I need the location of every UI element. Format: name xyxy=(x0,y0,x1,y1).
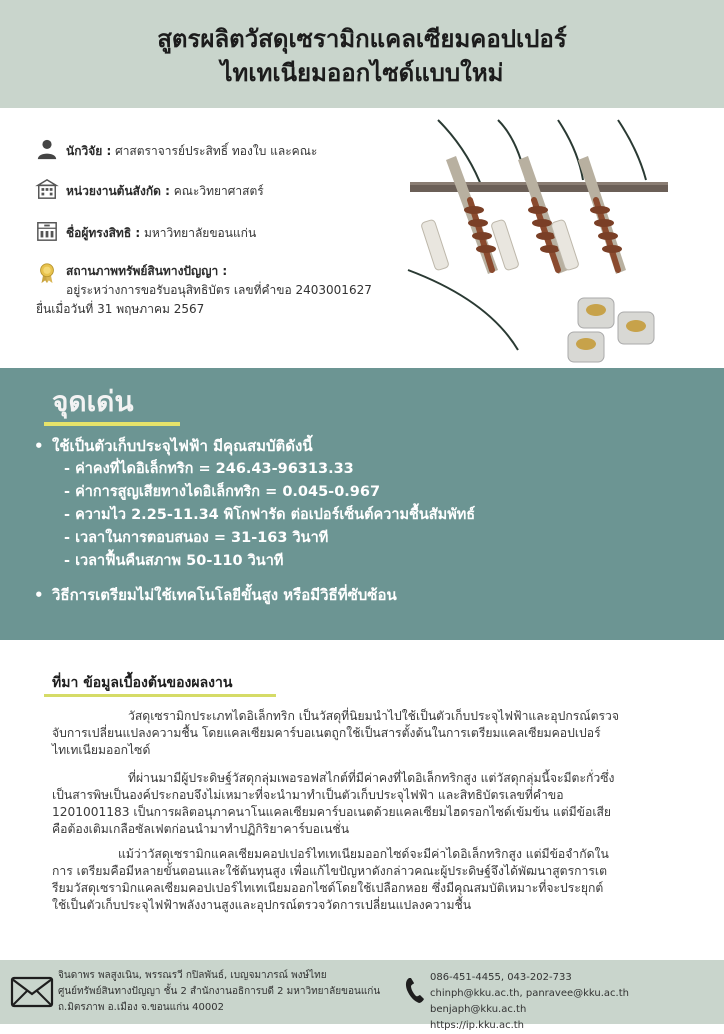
highlight-bullet-2: • วิธีการเตรียมไม่ใช้เทคโนโลยีขั้นสูง หรือมีวิธีที่ซับซ้อน xyxy=(34,583,475,607)
medal-icon xyxy=(36,262,58,284)
footer-address xyxy=(58,968,380,1016)
insulator-photo xyxy=(408,120,688,370)
owner-label: ชื่อผู้ทรงสิทธิ : xyxy=(66,226,141,240)
agency-row xyxy=(36,178,264,201)
mail-icon xyxy=(10,976,54,1008)
background-underline xyxy=(44,694,276,697)
paragraph-3: แม้ว่าวัสดุเซรามิกแคลเซียมคอปเปอร์ไทเทเนียมออกไซด์จะมีค่าไดอิเล็กทริกสูง แต่มีข้อจำกัดใน การ เตรียมคือมีหลายขั้นตอนและใช้ต้นทุนสูง เพื่อแก้ไขปัญหาดังกล่าวคณะผู้ประดิษฐ์จึงได้พัฒนาสูตรการเต รียมวัสดุเซรามิกแคลเซียมคอปเปอร์ไทเทเนียมออกไซด์โดยใช้เปลือกหอย ซึ่งมีคุณสมบัติเหมาะที่จะประยุกต์ ใช้เป็นตัวเก็บประจุไฟฟ้าพลังงานสูงและอุปกรณ์ตรวจวัดการเปลี่ยนแปลงความชื้น xyxy=(52,847,609,912)
highlight-sub-1: - ค่าคงที่ไดอิเล็กทริก = 246.43-96313.33 xyxy=(64,461,354,477)
title-line-1: สูตรผลิตวัสดุเซรามิกแคลเซียมคอปเปอร์ xyxy=(157,25,567,53)
highlight-title: จุดเด่น xyxy=(52,385,134,418)
header-banner xyxy=(0,0,724,108)
highlight-sub-3: - ความไว 2.25-11.34 พิโกฟารัด ต่อเปอร์เซ็นต์ความชื้นสัมพัทธ์ xyxy=(64,507,476,523)
highlight-sub-5: - เวลาฟื้นคืนสภาพ 50-110 วินาที xyxy=(64,553,284,569)
owner-row xyxy=(36,220,256,243)
highlight-underline xyxy=(44,422,180,426)
owner-value: มหาวิทยาลัยขอนแก่น xyxy=(143,226,257,240)
paragraph-1: วัสดุเซรามิกประเภทไดอิเล็กทริก เป็นวัสดุที่นิยมนำไปใช้เป็นตัวเก็บประจุไฟฟ้าและอุปกรณ์ตรวจ จับการเปลี่ยนแปลงความชื้น โดยแคลเซียมคาร์บอเนตถูกใช้เป็นสารตั้งต้นในการเตรียมแคลเซียมคอปเปอร์ ไทเทเนียมออกไซด์ xyxy=(52,709,620,757)
highlight-section xyxy=(0,368,724,640)
status-line-2: ยื่นเมื่อวันที่ 31 พฤษภาคม 2567 xyxy=(36,302,205,316)
status-row xyxy=(36,262,372,319)
bullet-dot-icon: • xyxy=(34,437,44,455)
footer-address-line-2: ถ.มิตรภาพ อ.เมือง จ.ขอนแก่น 40002 xyxy=(58,1002,224,1013)
footer-emails[interactable]: chinph@kku.ac.th, panravee@kku.ac.th benjaph@kku.ac.th xyxy=(430,988,629,1015)
building-icon xyxy=(36,178,58,200)
highlight-list xyxy=(34,434,475,607)
footer-website[interactable]: https://ip.kku.ac.th xyxy=(430,1020,525,1031)
paragraph-2: ที่ผ่านมามีผู้ประดิษฐ์วัสดุกลุ่มเพอรอฟสไกต์ที่มีค่าคงที่ไดอิเล็กทริกสูง แต่วัสดุกลุ่มนี้จะมีตะกั่วซึ่ง เป็นสารพิษเป็นองค์ประกอบจึงไม่เหมาะที่จะนำมาทำเป็นตัวเก็บประจุไฟฟ้า และสิทธิบัตรเลขที่คำขอ 1201001183 เป็นการผลิตอนุภาคนาโนแคลเซียมคาร์บอเนตด้วยแคลเซียมไฮดรอกไซด์เข้มข้น แต่มีข้อเสีย คือต้องเติมเกลือซัลเฟตก่อนนำมาทำปฏิกิริยาคาร์บอเนชั่น xyxy=(52,771,615,836)
highlight-bullet-1: • ใช้เป็นตัวเก็บประจุไฟฟ้า มีคุณสมบัติดังนี้ xyxy=(34,434,475,458)
researcher-value: ศาสตราจารย์ประสิทธิ์ ทองใบ และคณะ xyxy=(115,144,318,158)
footer-names: จินดาพร พลสูงเนิน, พรรณรวี กปิลพันธ์, เบญจมาภรณ์ พงษ์ไทย xyxy=(58,970,327,981)
footer-contact xyxy=(430,970,724,1034)
agency-label: หน่วยงานต้นสังกัด : xyxy=(66,184,170,198)
footer xyxy=(0,960,724,1031)
background-section xyxy=(0,640,724,960)
footer-address-line-1: ศูนย์ทรัพย์สินทางปัญญา ชั้น 2 สำนักงานอธิการบดี 2 มหาวิทยาลัยขอนแก่น xyxy=(58,986,381,997)
highlight-sub-4: - เวลาในการตอบสนอง = 31-163 วินาที xyxy=(64,530,329,546)
researcher-label: นักวิจัย : xyxy=(66,144,112,158)
background-title: ที่มา ข้อมูลเบื้องต้นของผลงาน xyxy=(52,675,233,691)
status-label: สถานภาพทรัพย์สินทางปัญญา : xyxy=(66,264,228,278)
bullet-dot-icon: • xyxy=(34,586,44,604)
title-line-2: ไทเทเนียมออกไซด์แบบใหม่ xyxy=(220,59,504,87)
institution-icon xyxy=(36,220,58,242)
researcher-row xyxy=(36,138,317,161)
status-line-1: อยู่ระหว่างการขอรับอนุสิทธิบัตร เลขที่คำขอ 2403001627 xyxy=(66,283,372,297)
agency-value: คณะวิทยาศาสตร์ xyxy=(173,184,264,198)
footer-phones: 086-451-4455, 043-202-733 xyxy=(430,972,572,983)
phone-icon xyxy=(404,976,426,1004)
highlight-sub-2: - ค่าการสูญเสียทางไดอิเล็กทริก = 0.045-0.967 xyxy=(64,484,381,500)
person-icon xyxy=(36,138,58,160)
